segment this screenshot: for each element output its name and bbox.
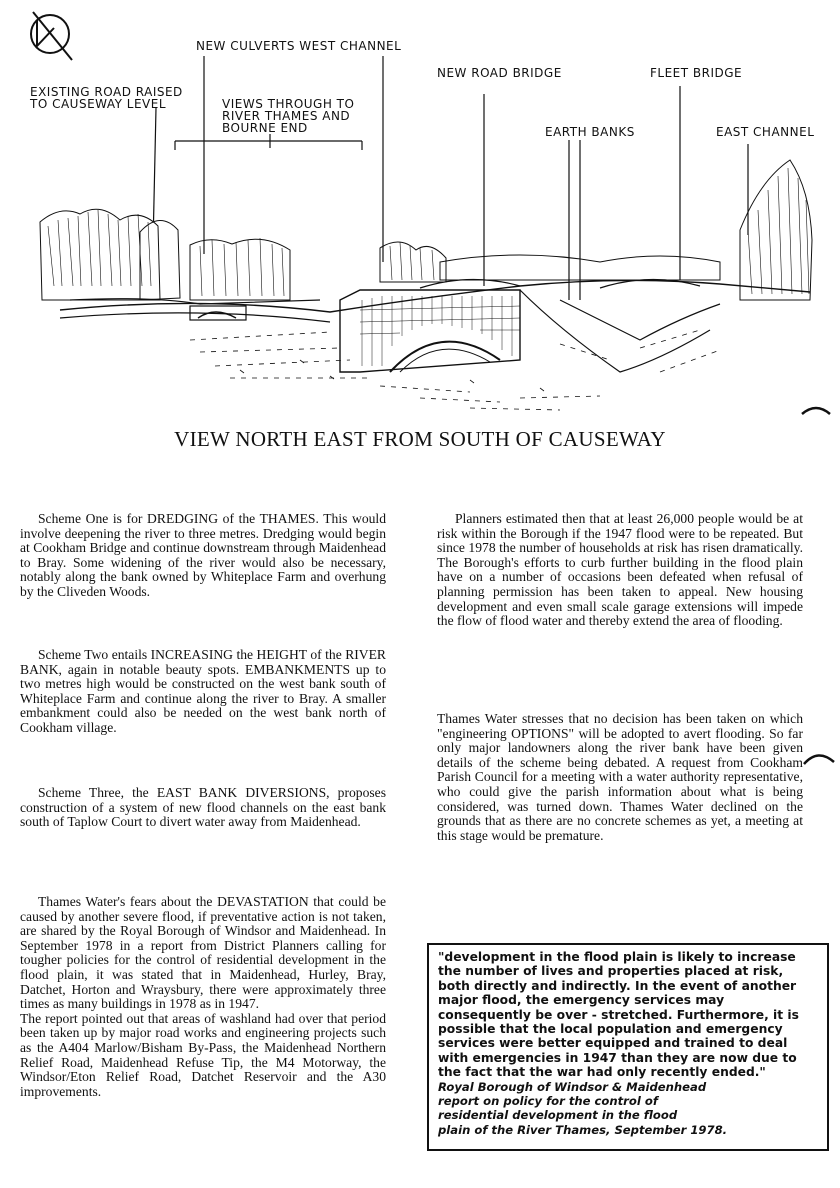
label-new-road-bridge: NEW ROAD BRIDGE bbox=[437, 66, 562, 80]
label-earth-banks: EARTH BANKS bbox=[545, 125, 635, 139]
paragraph: Thames Water's fears about the DEVASTATION that could be caused by another severe flood, if preventative action is not taken, are shared by the Royal Borough of Windsor and Maidenhead. In September 1978 in a report from District Planners calling for tougher policies for the control of residential development in the flood plain, it was stated that in Maidenhead, Hurley, Bray, Datchet, Horton and Wraysbury, there were approximately three times as many buildings in 1978 as in 1947. bbox=[20, 894, 386, 1012]
paragraph: Scheme Two entails INCREASING the HEIGHT of the RIVER BANK, again in notable beauty spots. EMBANKMENTS up to two metres high would be constructed on the west bank south of Whiteplace Farm and continue along the river to Bray. A smaller embankment could also be needed on the west bank north of Cookham village. bbox=[20, 647, 386, 735]
left-scheme-one bbox=[20, 512, 386, 600]
margin-mark-top bbox=[802, 408, 830, 414]
quote-box bbox=[427, 943, 829, 1151]
left-devastation bbox=[20, 895, 386, 1099]
causeway-illustration bbox=[0, 0, 840, 430]
quote-text: "development in the flood plain is likely to increase the number of lives and properties placed at risk, both directly and indirectly. In the event of another major flood, the emergency services may consequently be over - stretched. Furthermore, it is possible that the local population and emergency services were better equipped and trained to deal with emergencies in 1947 than they are now due to the fact that the war had only recently ended." bbox=[438, 950, 799, 1080]
paragraph: Planners estimated then that at least 26,000 people would be at risk within the Borough if the 1947 flood were to be repeated. But since 1978 the number of households at risk has risen dramatically. The Borough's efforts to curb further building in the flood plain have on a number of occasions been defeated when refusal of planning permission has been taken to appeal. New housing development and even small scale garage extensions will impede the flow of flood water and thereby extend the area of flooding. bbox=[437, 511, 803, 629]
north-arrow-icon bbox=[31, 12, 72, 60]
paragraph: The report pointed out that areas of washland had over that period been taken up by major road works and engineering projects such as the A404 Marlow/Bisham By-Pass, the Maidenhead Northern Relief Road, Maidenhead Refuse Tip, the M4 Motorway, the Windsor/Eton Relief Road, Datchet Reservoir and the A30 improvements. bbox=[20, 1010, 386, 1099]
paragraph: Thames Water stresses that no decision has been taken on which "engineering OPTIONS" will be adopted to avert flooding. So far only major landowners along the river bank have been given details of the scheme being debated. A request from Cookham Parish Council for a meeting with a water authority representative, who could give the parish information about what is being considered, was turned down. Thames Water declined on the grounds that as there are no concrete schemes as yet, a meeting at this stage would be premature. bbox=[437, 711, 803, 843]
quote-source: Royal Borough of Windsor & Maidenhead report on policy for the control of residential development in the flood plain of the River Thames, September 1978. bbox=[438, 1079, 728, 1137]
paragraph: Scheme Three, the EAST BANK DIVERSIONS, proposes construction of a system of new flood channels on the east bank south of Taplow Court to divert water away from Maidenhead. bbox=[20, 785, 386, 830]
label-fleet-bridge: FLEET BRIDGE bbox=[650, 66, 743, 80]
label-views-through: VIEWS THROUGH TO RIVER THAMES AND BOURNE END bbox=[222, 97, 355, 135]
label-existing-road: EXISTING ROAD RAISED TO CAUSEWAY LEVEL bbox=[30, 85, 183, 111]
page-title: VIEW NORTH EAST FROM SOUTH OF CAUSEWAY bbox=[174, 427, 666, 451]
right-thames-water bbox=[437, 712, 803, 843]
label-east-channel: EAST CHANNEL bbox=[716, 125, 815, 139]
paragraph: Scheme One is for DREDGING of the THAMES. This would involve deepening the river to three metres. Dredging would begin at Cookham Bridge and continue downstream through Maidenhead to Bray. Some widening of the river would also be necessary, notably along the bank owned by Whiteplace Farm and overhung by the Cliveden Woods. bbox=[20, 511, 386, 599]
left-scheme-two bbox=[20, 648, 386, 736]
left-scheme-three bbox=[20, 786, 386, 830]
margin-mark-right bbox=[800, 744, 840, 774]
right-planners bbox=[437, 512, 803, 629]
label-new-culverts: NEW CULVERTS WEST CHANNEL bbox=[196, 39, 402, 53]
